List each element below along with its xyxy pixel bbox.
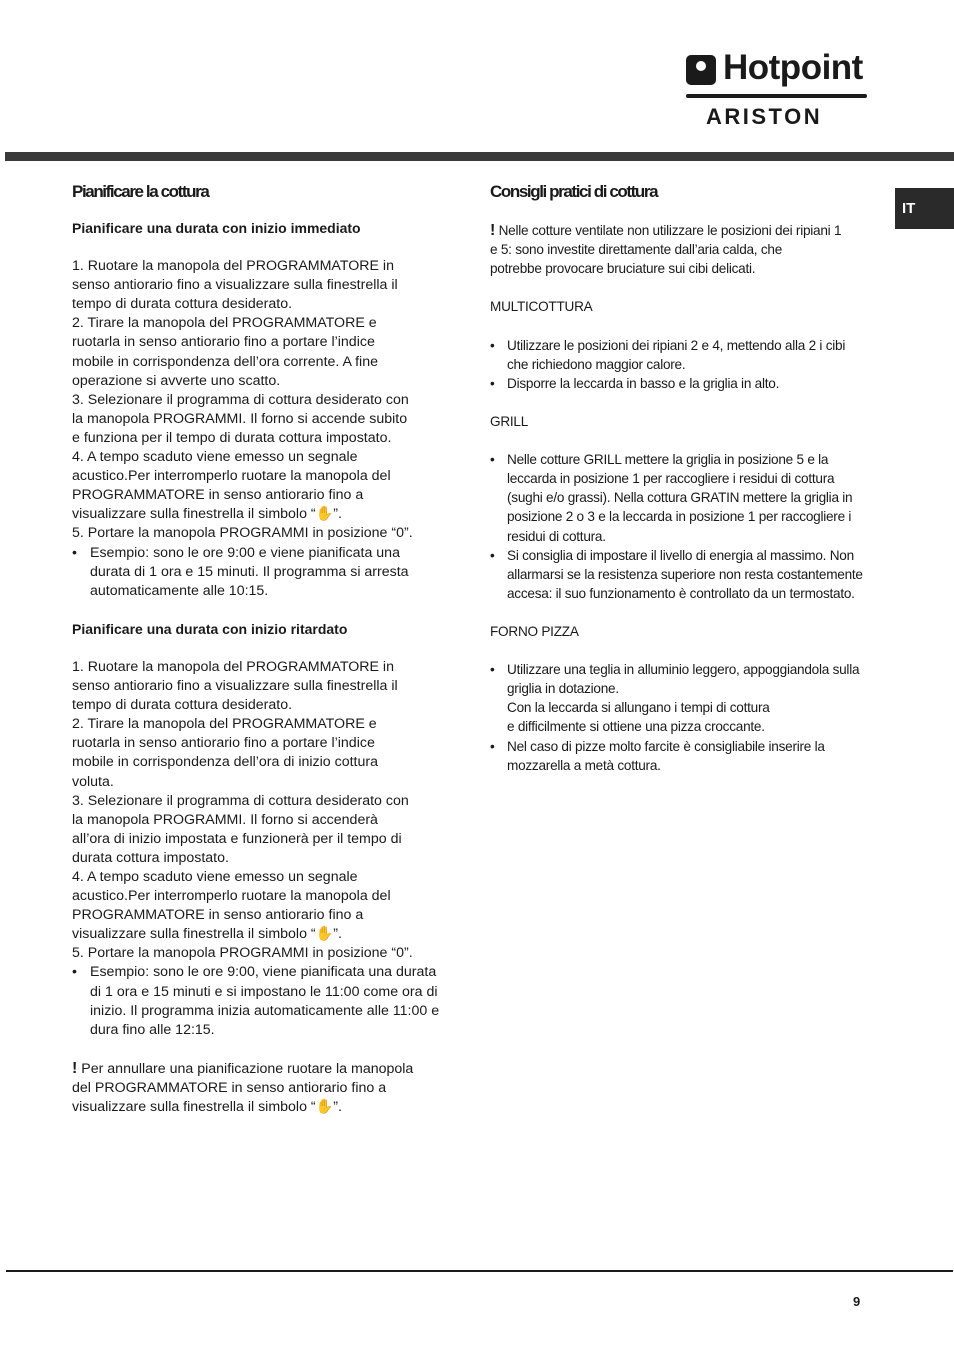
text-line: ruotarla in senso antiorario fino a portare l’indice [72, 334, 375, 351]
text-line: acustico.Per interromperlo ruotare la manopola del [72, 468, 391, 485]
bullet-icon: • [72, 964, 77, 981]
warning-icon: ! [490, 222, 496, 239]
spacer [490, 641, 868, 660]
bullet-text: Utilizzare le posizioni dei ripiani 2 e 4, mettendo alla 2 i cibi che richiedono maggior calore. [507, 337, 846, 372]
text-line: tempo di durata cottura desiderato. [72, 296, 293, 313]
subsection-title-delayed: Pianificare una durata con inizio ritardato [72, 620, 348, 637]
warning-icon: ! [72, 1059, 78, 1077]
text-line: PROGRAMMATORE in senso antiorario fino a [72, 907, 364, 924]
text-line: 1. Ruotare la manopola del PROGRAMMATORE in [72, 258, 394, 275]
list-item [490, 546, 868, 603]
text-line: senso antiorario fino a visualizzare sulla finestrella il [72, 678, 398, 695]
brand-name-hotpoint: Hotpoint [723, 48, 863, 87]
bullet-icon: • [72, 544, 77, 561]
bullet-text: Disporre la leccarda in basso e la griglia in alto. [507, 375, 780, 391]
text-line [490, 221, 868, 240]
text-line: 4. A tempo scaduto viene emesso un segnale [72, 869, 358, 885]
section-title-tips: Consigli pratici di cottura [490, 182, 658, 201]
text-line: senso antiorario fino a visualizzare sulla finestrella il [72, 277, 398, 294]
text-line: ruotarla in senso antiorario fino a portare l’indice [72, 735, 375, 752]
subheading-forno-pizza: FORNO PIZZA [490, 623, 579, 639]
left-column [72, 180, 444, 1117]
brand-mark-icon [686, 55, 716, 85]
text-line: la manopola PROGRAMMI. Il forno si accende subito [72, 410, 408, 427]
bullet-text: Esempio: sono le ore 9:00 e viene pianificata una durata di 1 ora e 15 minuti. Il programma si arresta automaticamente alle 10:15. [90, 544, 409, 599]
text-line: e 5: sono investite direttamente dall’aria calda, che [490, 242, 783, 258]
example-bullet [72, 544, 444, 601]
bullet-text: Utilizzare una teglia in alluminio leggero, appoggiandola sulla griglia in dotazione. [507, 662, 860, 697]
text-line: potrebbe provocare bruciature sui cibi delicati. [490, 261, 756, 277]
warning-text: Per annullare una pianificazione ruotare la manopola [77, 1060, 414, 1077]
text-line [72, 1059, 444, 1079]
brand-name-ariston: ARISTON [706, 104, 823, 129]
page-number: 9 [853, 1294, 861, 1309]
text-line: 5. Portare la manopola PROGRAMMI in posizione “0”. [72, 945, 413, 962]
brand-underline [686, 94, 867, 98]
spacer [490, 278, 868, 297]
section-title-planning: Pianificare la cottura [72, 182, 209, 201]
text-line: voluta. [72, 773, 114, 790]
text-line: 3. Selezionare il programma di cottura desiderato con [72, 792, 409, 809]
text-line: visualizzare sulla finestrella il simbolo “✋”. [72, 506, 342, 523]
ventilated-warning [490, 221, 868, 278]
header-rule [5, 152, 954, 161]
text-line: mobile in corrispondenza dell’ora di inizio cottura [72, 754, 378, 771]
right-column [490, 180, 868, 775]
text-line: 2. Tirare la manopola del PROGRAMMATORE e [72, 315, 377, 332]
text-line: e difficilmente si ottiene una pizza croccante. [507, 719, 765, 735]
list-item [490, 336, 868, 374]
text-line: 5. Portare la manopola PROGRAMMI in posizione “0”. [72, 525, 413, 542]
bullet-icon: • [490, 452, 495, 468]
subheading-grill: GRILL [490, 413, 529, 429]
bullet-text: Nel caso di pizze molto farcite è consigliabile inserire la mozzarella a metà cottura. [507, 738, 825, 773]
text-line: 3. Selezionare il programma di cottura desiderato con [72, 391, 409, 408]
text-line: 1. Ruotare la manopola del PROGRAMMATORE in [72, 658, 394, 675]
text-line: visualizzare sulla finestrella il simbolo “✋”. [72, 1099, 342, 1116]
list-item [490, 660, 868, 698]
list-item [490, 374, 868, 393]
spacer [72, 1040, 444, 1059]
text-line: mobile in corrispondenza dell’ora corrente. A fine [72, 353, 378, 370]
spacer [490, 603, 868, 622]
text-line: del PROGRAMMATORE in senso antiorario fino a [72, 1080, 387, 1097]
hotpoint-ariston-logo [686, 48, 868, 129]
text-line: durata cottura impostato. [72, 849, 229, 866]
bullet-text: Si consiglia di impostare il livello di energia al massimo. Non allarmarsi se la resistenza superiore non resta costantemente accesa: il suo funzionamento è controllato da un termostato. [507, 547, 863, 601]
text-line: PROGRAMMATORE in senso antiorario fino a [72, 487, 364, 504]
text-line: 2. Tirare la manopola del PROGRAMMATORE e [72, 716, 377, 733]
spacer [490, 431, 868, 450]
spacer [72, 601, 444, 620]
spacer [490, 393, 868, 412]
bullet-icon: • [490, 337, 495, 353]
bullet-text: Esempio: sono le ore 9:00, viene pianificata una durata di 1 ora e 15 minuti e si impostano le 11:00 come ora di inizio. Il programma inizia automaticamente alle 11:00 e dura fino alle 12:15. [90, 964, 440, 1038]
bullet-text: Nelle cotture GRILL mettere la griglia in posizione 5 e la leccarda in posizione 1 per raccogliere i residui di cottura (sughi e/o grassi). Nella cottura GRATIN mettere la griglia in posizione 2 o 3 e la leccarda in posizione 1 per raccogliere i residui di cottura. [507, 452, 853, 544]
spacer [72, 238, 444, 257]
subsection-title-immediate: Pianificare una durata con inizio immediato [72, 220, 361, 236]
list-item [490, 450, 868, 545]
example-bullet [72, 963, 444, 1039]
text-line: Con la leccarda si allungano i tempi di cottura [507, 700, 770, 716]
text-line: all’ora di inizio impostata e funzionerà per il tempo di [72, 830, 402, 847]
bullet-icon: • [490, 662, 495, 678]
text-line: visualizzare sulla finestrella il simbolo “✋”. [72, 926, 342, 943]
warning-text: Nelle cotture ventilate non utilizzare le posizioni dei ripiani 1 [495, 223, 842, 238]
spacer [490, 316, 868, 335]
bullet-icon: • [490, 738, 495, 754]
text-line: operazione si avverte uno scatto. [72, 372, 281, 389]
bullet-icon: • [490, 547, 495, 563]
cancel-warning [72, 1059, 444, 1117]
text-line: 4. A tempo scaduto viene emesso un segnale [72, 449, 358, 466]
steps-delayed [72, 658, 444, 1040]
text-line: la manopola PROGRAMMI. Il forno si accenderà [72, 811, 378, 828]
bullet-icon: • [490, 375, 495, 391]
text-line: acustico.Per interromperlo ruotare la manopola del [72, 888, 391, 905]
list-item [490, 737, 868, 775]
footer-rule [6, 1270, 953, 1272]
subheading-multicottura: MULTICOTTURA [490, 299, 593, 315]
steps-immediate [72, 257, 444, 601]
text-line: tempo di durata cottura desiderato. [72, 697, 293, 714]
language-tab: IT [895, 188, 954, 229]
text-line: e funziona per il tempo di durata cottura impostato. [72, 429, 392, 446]
spacer [72, 639, 444, 658]
